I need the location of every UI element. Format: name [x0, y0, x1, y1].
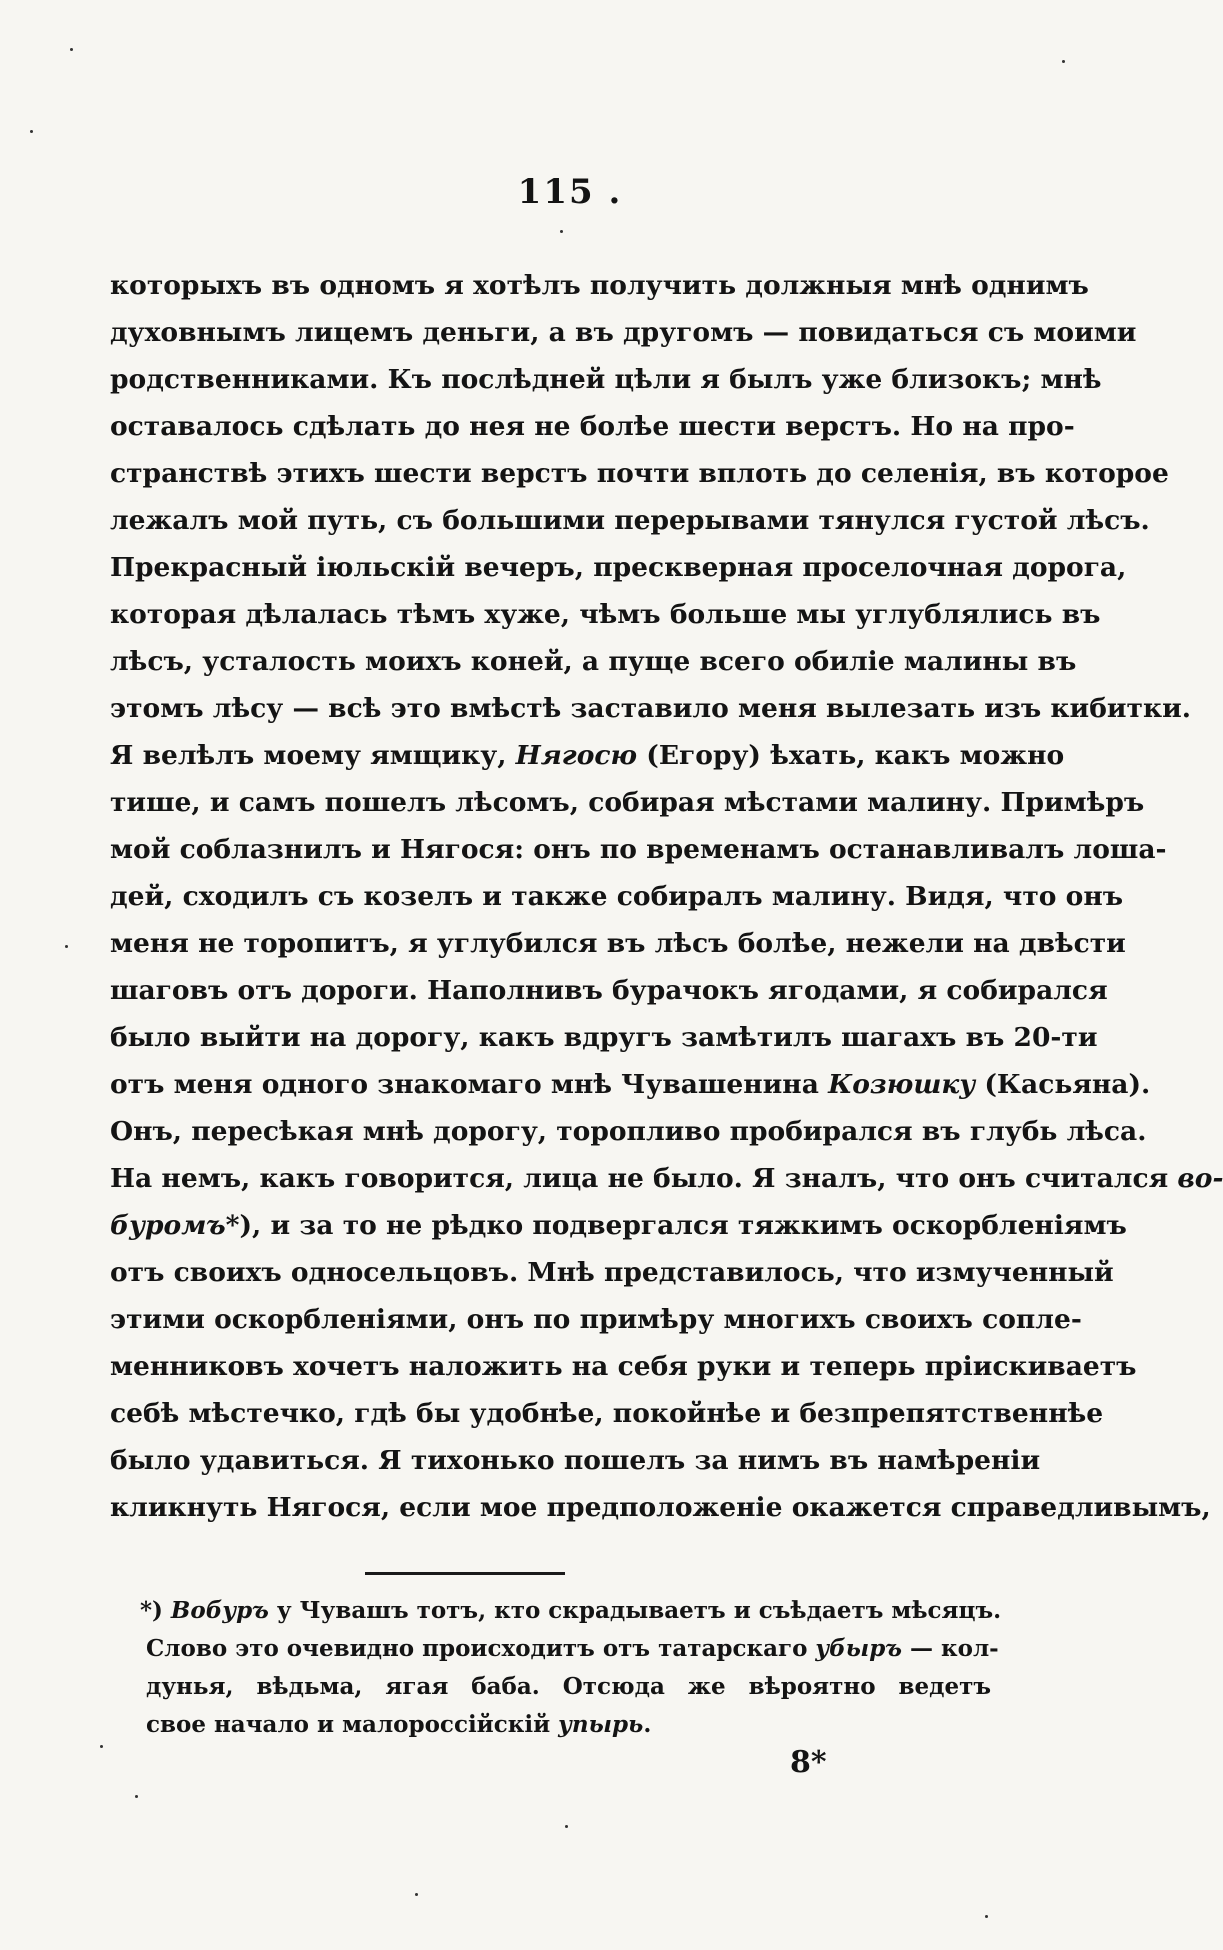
- scan-speck: [565, 1825, 568, 1828]
- text-run: Я велѣлъ моему ямщику,: [110, 740, 516, 771]
- scan-speck: [985, 1915, 988, 1918]
- body-line: [110, 967, 1108, 1014]
- text-run: .: [643, 1711, 652, 1738]
- text-run: отъ меня одного знакомаго мнѣ Чувашенина: [110, 1069, 829, 1100]
- italic-term: Козюшку: [828, 1069, 976, 1100]
- text-run: этими оскорбленіями, онъ по примѣру многихъ своихъ сопле-: [110, 1304, 1082, 1335]
- italic-term: Вобуръ: [170, 1597, 269, 1624]
- text-run: родственниками. Къ послѣдней цѣли я былъ уже близокъ; мнѣ: [110, 364, 1102, 395]
- body-line: [110, 1484, 1211, 1531]
- text-run: кликнуть Нягося, если мое предположеніе окажется справедливымъ,: [110, 1492, 1211, 1523]
- body-line: [110, 450, 1169, 497]
- footnote-line: [146, 1668, 991, 1706]
- text-run: было выйти на дорогу, какъ вдругъ замѣтилъ шагахъ въ 20-ти: [110, 1022, 1098, 1053]
- body-line: [110, 873, 1124, 920]
- italic-term: убыръ: [815, 1635, 902, 1662]
- body-line: [110, 262, 1089, 309]
- page-number: 115 .: [517, 172, 623, 212]
- text-run: лежалъ мой путь, съ большими перерывами тянулся густой лѣсъ.: [110, 505, 1150, 536]
- text-run: тише, и самъ пошелъ лѣсомъ, собирая мѣстами малину. Примѣръ: [110, 787, 1145, 818]
- footnote-line: [146, 1630, 999, 1668]
- text-run: — кол-: [902, 1635, 999, 1662]
- text-run: отъ своихъ односельцовъ. Мнѣ представилось, что измученный: [110, 1257, 1114, 1288]
- italic-term: Нягосю: [515, 740, 638, 771]
- text-run: шаговъ отъ дороги. Наполнивъ бурачокъ ягодами, я собирался: [110, 975, 1108, 1006]
- text-run: На немъ, какъ говорится, лица не было. Я зналъ, что онъ считался: [110, 1163, 1178, 1194]
- footnote-line: [140, 1592, 1002, 1630]
- text-run: Прекрасный іюльскій вечеръ, прескверная проселочная дорога,: [110, 552, 1127, 583]
- body-line: [110, 1014, 1098, 1061]
- text-run: у Чувашъ тотъ, кто скрадываетъ и съѣдаетъ мѣсяцъ.: [268, 1597, 1002, 1624]
- text-run: Слово это очевидно происходитъ отъ татарскаго: [146, 1635, 816, 1662]
- body-line: [110, 732, 1065, 779]
- scan-speck: [1062, 60, 1065, 63]
- body-line: [110, 1390, 1104, 1437]
- body-line: [110, 638, 1077, 685]
- body-line: [110, 356, 1102, 403]
- scan-speck: [415, 1893, 418, 1896]
- text-run: дунья, вѣдьма, ягая баба. Отсюда же вѣроятно ведетъ: [146, 1673, 991, 1700]
- text-run: которыхъ въ одномъ я хотѣлъ получить должныя мнѣ однимъ: [110, 270, 1089, 301]
- text-run: лѣсъ, усталость моихъ коней, а пуще всего обиліе малины въ: [110, 646, 1077, 677]
- scan-speck: [560, 230, 563, 233]
- footnote: [140, 1592, 1002, 1744]
- body-line: [110, 1296, 1082, 1343]
- text-run: было удавиться. Я тихонько пошелъ за нимъ въ намѣреніи: [110, 1445, 1041, 1476]
- body-line: [110, 1155, 1223, 1202]
- text-run: свое начало и малороссійскій: [146, 1711, 559, 1738]
- text-run: дей, сходилъ съ козелъ и также собиралъ малину. Видя, что онъ: [110, 881, 1124, 912]
- body-line: [110, 1249, 1114, 1296]
- body-line: [110, 779, 1145, 826]
- italic-term: буромъ: [110, 1210, 226, 1241]
- text-run: менниковъ хочетъ наложить на себя руки и теперь пріискиваетъ: [110, 1351, 1137, 1382]
- body-line: [110, 920, 1126, 967]
- text-run: духовнымъ лицемъ деньги, а въ другомъ — повидаться съ моими: [110, 317, 1137, 348]
- scan-speck: [70, 48, 73, 51]
- body-line: [110, 826, 1167, 873]
- text-run: мой соблазнилъ и Нягося: онъ по временамъ останавливалъ лоша-: [110, 834, 1167, 865]
- text-run: (Егору) ѣхать, какъ можно: [637, 740, 1065, 771]
- text-run: этомъ лѣсу — всѣ это вмѣстѣ заставило меня вылезать изъ кибитки.: [110, 693, 1191, 724]
- body-line: [110, 591, 1101, 638]
- footnote-divider: [365, 1572, 565, 1575]
- text-run: Онъ, пересѣкая мнѣ дорогу, торопливо пробирался въ глубь лѣса.: [110, 1116, 1147, 1147]
- body-line: [110, 497, 1150, 544]
- body-line: [110, 1343, 1137, 1390]
- body-line: [110, 1061, 1151, 1108]
- text-run: оставалось сдѣлать до нея не болѣе шести верстъ. Но на про-: [110, 411, 1075, 442]
- body-line: [110, 544, 1127, 591]
- italic-term: упырь: [558, 1711, 644, 1738]
- text-run: (Касьяна).: [975, 1069, 1151, 1100]
- body-line: [110, 1437, 1041, 1484]
- scan-speck: [30, 130, 33, 133]
- text-run: *), и за то не рѣдко подвергался тяжкимъ оскорбленіямъ: [225, 1210, 1127, 1241]
- text-run: которая дѣлалась тѣмъ хуже, чѣмъ больше мы углублялись въ: [110, 599, 1101, 630]
- text-run: странствѣ этихъ шести верстъ почти вплоть до селенія, въ которое: [110, 458, 1169, 489]
- scan-speck: [135, 1795, 138, 1798]
- body-line: [110, 1108, 1147, 1155]
- text-run: *): [140, 1597, 171, 1624]
- text-run: себѣ мѣстечко, гдѣ бы удобнѣе, покойнѣе и безпрепятственнѣе: [110, 1398, 1104, 1429]
- scan-speck: [100, 1745, 103, 1748]
- footnote-line: [146, 1706, 991, 1744]
- scan-speck: [65, 945, 68, 948]
- body-line: [110, 685, 1191, 732]
- text-run: меня не торопитъ, я углубился въ лѣсъ болѣе, нежели на двѣсти: [110, 928, 1126, 959]
- signature-mark: 8*: [790, 1745, 827, 1780]
- body-line: [110, 309, 1137, 356]
- main-text: [110, 262, 1223, 1531]
- body-line: [110, 1202, 1127, 1249]
- body-line: [110, 403, 1075, 450]
- italic-term: во-: [1177, 1163, 1223, 1194]
